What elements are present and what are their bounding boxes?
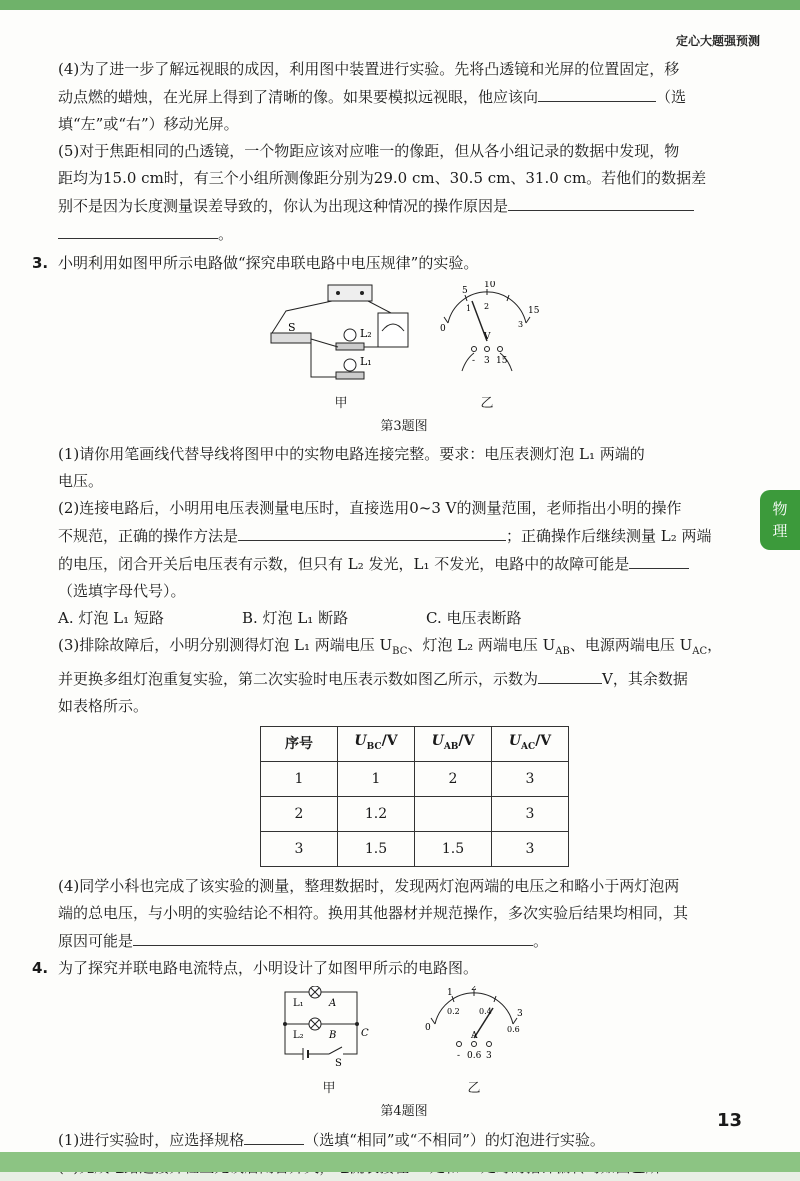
voltmeter-tick-0: 0 — [440, 324, 446, 334]
table-header-row — [261, 727, 569, 762]
voltmeter-tick-15: 15 — [528, 306, 540, 316]
q4-figure-b-label: 乙 — [467, 1081, 481, 1096]
content — [32, 56, 750, 1181]
voltmeter-tick-5: 5 — [462, 286, 468, 296]
ammeter-tick-2: 2 — [471, 986, 477, 993]
q4-figures — [58, 986, 750, 1102]
option-c[interactable]: C. 电压表断路 — [426, 609, 522, 627]
answer-blank[interactable] — [538, 665, 602, 684]
top-color-strip — [0, 0, 800, 10]
table-row: 2 1.2 3 — [261, 797, 569, 832]
table-row: 3 1.5 1.5 3 — [261, 832, 569, 867]
prev-q-part5: (5)对于焦距相同的凸透镜，一个物距应该对应唯一的像距，但从各小组记录的数据中发现，物 距均为15.0 cm时，有三个小组所测像距分别为29.0 cm、30.5 cm、31.0 cm。若他们的数据差 别不是因为长度测量误差导致的，你认为出现这种情况的操作原因是 。 — [58, 142, 707, 243]
subject-tab — [760, 490, 800, 550]
table-row: 1 1 2 3 — [261, 762, 569, 797]
q4-figure-a-label: 甲 — [322, 1081, 336, 1096]
q3-figures — [58, 281, 750, 417]
answer-blank[interactable] — [538, 83, 656, 102]
ammeter-dial-figure — [419, 986, 529, 1066]
table-header: $U_{BC}/V$ — [338, 727, 415, 762]
answer-blank[interactable] — [58, 220, 218, 239]
voltmeter-tick-1: 1 — [466, 304, 472, 313]
prev-q-part4: (4)为了进一步了解远视眼的成因，利用图中装置进行实验。先将凸透镜和光屏的位置固定，移 动点燃的蜡烛，在光屏上得到了清晰的像。如果要模拟远视眼，他应该向 （选 填“左”或“右”）移动光屏。 — [58, 60, 687, 133]
answer-blank[interactable] — [238, 522, 506, 541]
ammeter-terminal-neg: - — [457, 1051, 461, 1061]
header-title: 定心大题强预测 — [675, 34, 760, 48]
series-circuit-figure — [266, 281, 416, 381]
q3-figure-b — [432, 281, 542, 417]
circuit-label-switch: S — [335, 1058, 342, 1066]
voltmeter-tick-2: 2 — [484, 302, 490, 311]
point-label-b: B — [329, 1030, 337, 1041]
voltmeter-unit: V — [484, 332, 491, 342]
option-b[interactable]: B. 灯泡 L₁ 断路 — [242, 609, 349, 627]
ammeter-tick-0.2: 0.2 — [447, 1007, 460, 1016]
answer-blank[interactable] — [244, 1126, 304, 1145]
q4-figure-caption: 第4题图 — [380, 1104, 428, 1119]
subject-tab-char-2: 理 — [772, 522, 788, 540]
point-label-a: A — [329, 998, 337, 1009]
answer-blank[interactable] — [133, 927, 533, 946]
voltmeter-tick-3: 3 — [518, 320, 524, 329]
bottom-color-strip — [0, 1152, 800, 1172]
ammeter-tick-0: 0 — [425, 1023, 431, 1033]
q3-data-table — [260, 726, 569, 867]
ammeter-unit: A — [471, 1031, 478, 1041]
q3-options — [58, 605, 750, 632]
circuit-label-l2: L₂ — [293, 1030, 304, 1041]
voltmeter-dial-figure — [432, 281, 542, 381]
voltmeter-tick-10: 10 — [484, 281, 496, 290]
table-header: $U_{AB}/V$ — [415, 727, 492, 762]
ammeter-tick-1: 1 — [447, 988, 453, 998]
point-label-c: C — [361, 1028, 369, 1039]
ammeter-terminal-0.6: 0.6 — [467, 1051, 482, 1061]
q4-figure-a — [279, 986, 379, 1102]
q3-stem: 3. 小明利用如图甲所示电路做“探究串联电路中电压规律”的实验。 — [32, 254, 479, 272]
table-header: 序号 — [261, 727, 338, 762]
q3-part4: (4)同学小科也完成了该实验的测量，整理数据时，发现两灯泡两端的电压之和略小于两灯泡两 端的总电压，与小明的实验结论不相符。换用其他器材并规范操作，多次实验后结果均相同，其 原因可能是 。 — [58, 877, 689, 950]
q4-part1: (1)进行实验时，应选择规格 （选填“相同”或“不相同”）的灯泡进行实验。 — [58, 1126, 750, 1154]
q3-figure-a — [266, 281, 416, 417]
table-header: $U_{AC}/V$ — [492, 727, 569, 762]
answer-blank[interactable] — [629, 550, 689, 569]
option-a[interactable]: A. 灯泡 L₁ 短路 — [58, 609, 164, 627]
q4-stem: 4. 为了探究并联电路电流特点，小明设计了如图甲所示的电路图。 — [32, 959, 479, 977]
voltmeter-terminal-3: 3 — [484, 356, 490, 366]
q3-part3: (3)排除故障后，小明分别测得灯泡 L₁ 两端电压 $U_{BC}$、灯泡 L₂ 两端电压 $U_{AB}$、电源两端电压 $U_{AC}$， 并更换多组灯泡重复实验，第二次实验时电压表示数如图乙所示，示数为 V，其余数据 如表格所示。 — [58, 636, 723, 715]
circuit-label-l1: L₁ — [360, 355, 372, 368]
circuit-label-l2: L₂ — [360, 327, 372, 340]
q3-part2: (2)连接电路后，小明用电压表测量电压时，直接选用0~3 V的测量范围，老师指出小明的操作 不规范，正确的操作方法是 ；正确操作后继续测量 L₂ 两端 的电压，闭合开关后电压表有示数，但只有 L₂ 发光，L₁ 不发光，电路中的故障可能是 （选填字母代号）。 — [58, 499, 712, 600]
ammeter-tick-0.6: 0.6 — [507, 1025, 520, 1034]
q4-figure-b — [419, 986, 529, 1102]
page-number: 13 — [716, 1110, 742, 1131]
voltmeter-terminal-neg: - — [472, 356, 476, 366]
ammeter-tick-3: 3 — [517, 1009, 523, 1019]
q3-figure-a-label: 甲 — [334, 396, 348, 411]
parallel-circuit-figure — [279, 986, 379, 1066]
answer-blank[interactable] — [508, 192, 694, 211]
subject-tab-char-1: 物 — [772, 500, 788, 518]
q3-figure-caption: 第3题图 — [380, 419, 428, 434]
ammeter-terminal-3: 3 — [486, 1051, 492, 1061]
circuit-label-switch: S — [288, 321, 296, 334]
circuit-label-l1: L₁ — [293, 998, 304, 1009]
q3-part1: (1)请你用笔画线代替导线将图甲中的实物电路连接完整。要求：电压表测灯泡 L₁ 两端的 电压。 — [58, 445, 645, 490]
q3-figure-b-label: 乙 — [480, 396, 494, 411]
ammeter-tick-0.4: 0.4 — [479, 1007, 492, 1016]
voltmeter-terminal-15: 15 — [496, 356, 508, 366]
